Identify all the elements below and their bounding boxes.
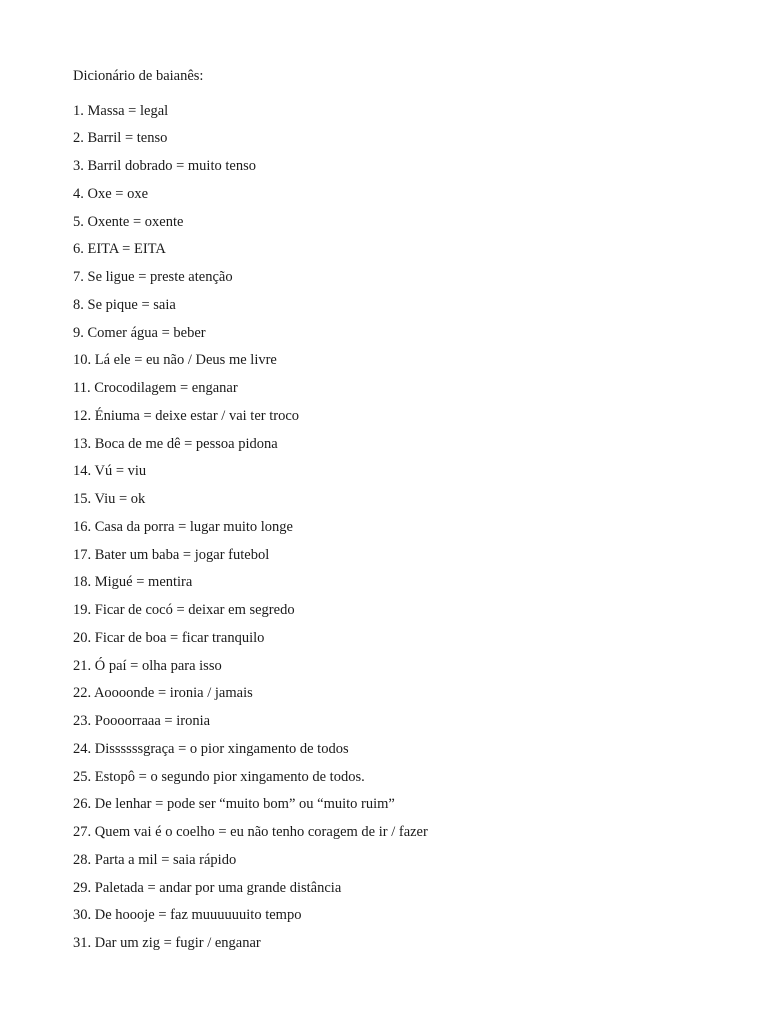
dictionary-entry: 1. Massa = legal <box>73 102 169 119</box>
dictionary-list <box>73 101 723 961</box>
dictionary-entry: 27. Quem vai é o coelho = eu não tenho coragem de ir / fazer <box>73 824 428 840</box>
dictionary-entry: 19. Ficar de cocó = deixar em segredo <box>73 602 295 618</box>
document-page <box>73 66 723 961</box>
dictionary-entry: 22. Aoooonde = ironia / jamais <box>73 685 253 702</box>
dictionary-entry: 26. De lenhar = pode ser “muito bom” ou “muito ruim” <box>73 796 395 813</box>
dictionary-entry: 9. Comer água = beber <box>73 324 206 341</box>
dictionary-entry: 20. Ficar de boa = ficar tranquilo <box>73 629 265 646</box>
dictionary-entry: 17. Bater um baba = jogar futebol <box>73 546 270 563</box>
dictionary-entry: 28. Parta a mil = saia rápido <box>73 851 237 868</box>
dictionary-entry: 6. EITA = EITA <box>73 241 166 258</box>
dictionary-entry: 23. Poooorraaa = ironia <box>73 713 211 729</box>
dictionary-entry: 30. De hoooje = faz muuuuuuito tempo <box>73 907 302 924</box>
dictionary-entry: 25. Estopô = o segundo pior xingamento de todos. <box>73 768 365 785</box>
dictionary-entry: 7. Se ligue = preste atenção <box>73 269 233 285</box>
dictionary-entry: 31. Dar um zig = fugir / enganar <box>73 935 261 951</box>
dictionary-entry: 11. Crocodilagem = enganar <box>73 380 238 396</box>
dictionary-entry: 5. Oxente = oxente <box>73 213 184 230</box>
dictionary-entry: 2. Barril = tenso <box>73 130 168 147</box>
dictionary-entry: 16. Casa da porra = lugar muito longe <box>73 518 293 535</box>
document-title: Dicionário de baianês: <box>73 68 204 84</box>
dictionary-entry: 12. Éniuma = deixe estar / vai ter troco <box>73 407 300 424</box>
dictionary-entry: 3. Barril dobrado = muito tenso <box>73 158 256 174</box>
dictionary-entry: 21. Ó paí = olha para isso <box>73 657 222 674</box>
dictionary-entry: 4. Oxe = oxe <box>73 185 149 202</box>
dictionary-entry: 10. Lá ele = eu não / Deus me livre <box>73 352 277 369</box>
dictionary-entry: 29. Paletada = andar por uma grande distância <box>73 879 342 896</box>
dictionary-entry: 15. Viu = ok <box>73 491 146 507</box>
dictionary-entry: 18. Migué = mentira <box>73 574 193 591</box>
dictionary-entry: 14. Vú = viu <box>73 463 147 480</box>
dictionary-entry: 13. Boca de me dê = pessoa pidona <box>73 435 278 452</box>
dictionary-entry: 24. Dissssssgraça = o pior xingamento de todos <box>73 740 349 757</box>
dictionary-entry: 8. Se pique = saia <box>73 296 176 313</box>
